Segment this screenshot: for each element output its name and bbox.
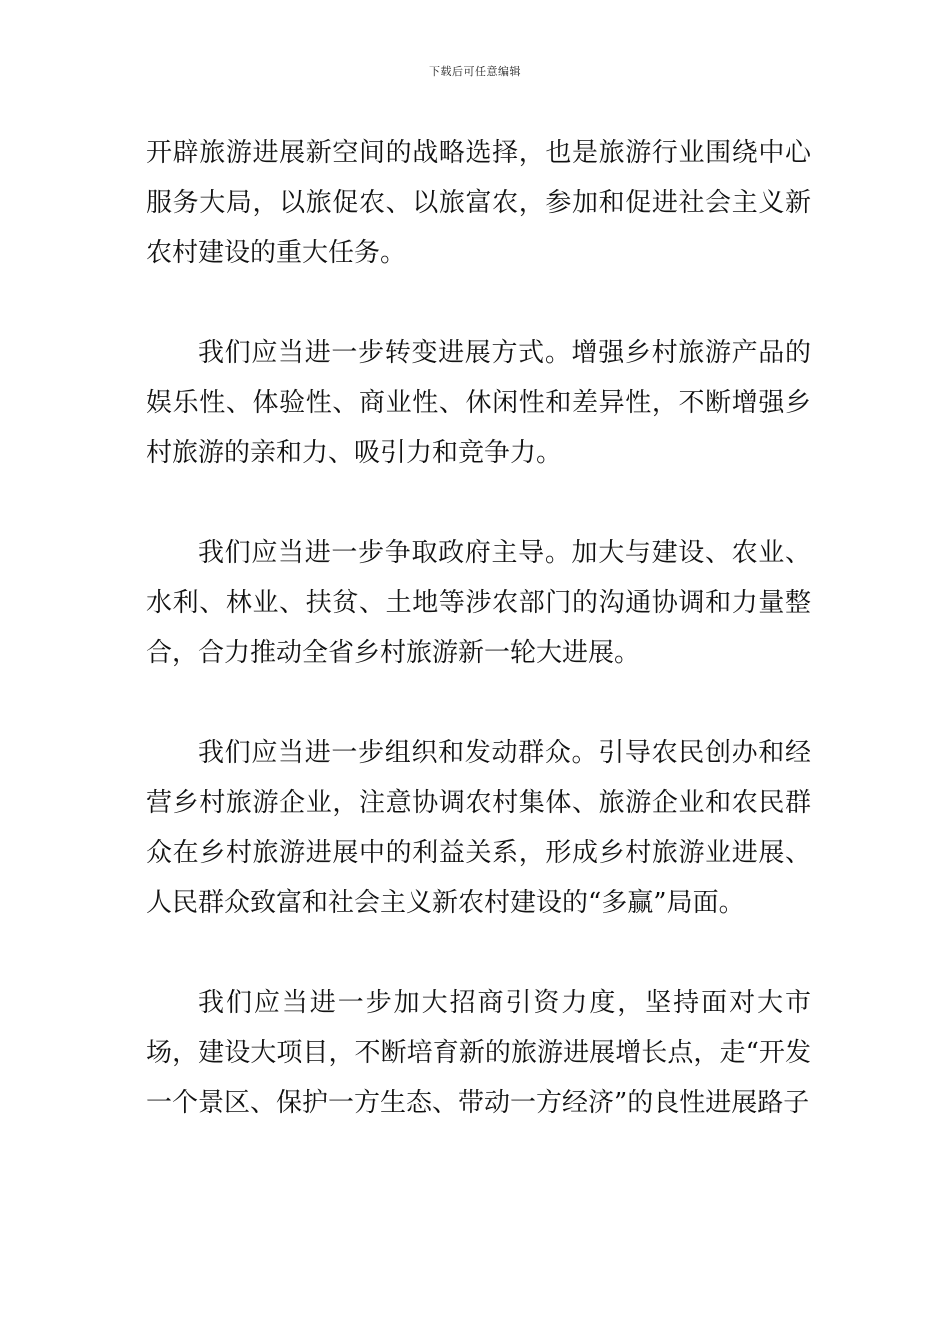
page-header-note: 下载后可任意编辑	[429, 65, 521, 78]
paragraph-4: 我们应当进一步组织和发动群众。引导农民创办和经营乡村旅游企业，注意协调农村集体、旅游企业和农民群众在乡村旅游进展中的利益关系，形成乡村旅游业进展、人民群众致富和社会主义新农村建设的“多赢”局面。	[146, 738, 811, 918]
paragraph-1: 开辟旅游进展新空间的战略选择，也是旅游行业围绕中心服务大局，以旅促农、以旅富农，参加和促进社会主义新农村建设的重大任务。	[146, 138, 811, 268]
document-body	[146, 128, 811, 1178]
paragraph-3: 我们应当进一步争取政府主导。加大与建设、农业、水利、林业、扶贫、土地等涉农部门的沟通协调和力量整合，合力推动全省乡村旅游新一轮大进展。	[146, 538, 811, 668]
paragraph-2: 我们应当进一步转变进展方式。增强乡村旅游产品的娱乐性、体验性、商业性、休闲性和差异性，不断增强乡村旅游的亲和力、吸引力和竞争力。	[146, 338, 811, 468]
paragraph-5: 我们应当进一步加大招商引资力度，坚持面对大市场，建设大项目，不断培育新的旅游进展增长点，走“开发一个景区、保护一方生态、带动一方经济”的良性进展路子	[146, 988, 811, 1118]
